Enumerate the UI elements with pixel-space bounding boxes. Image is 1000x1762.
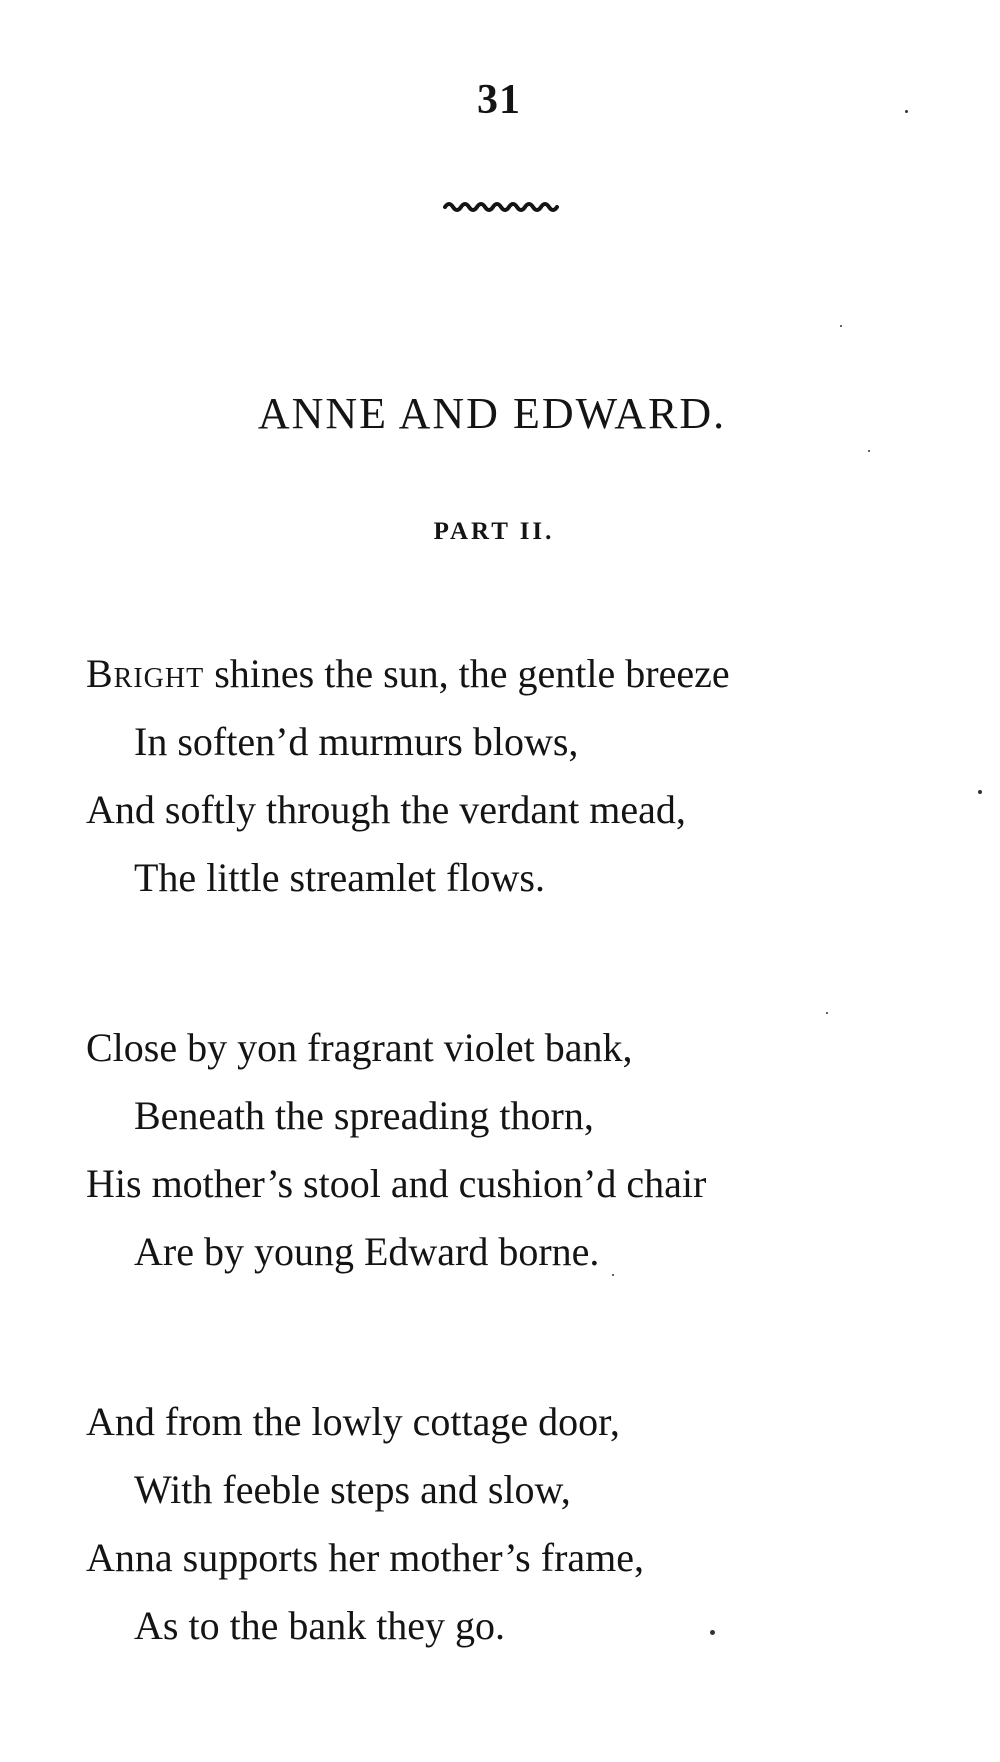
wavy-rule-ornament-icon: [443, 198, 561, 214]
poem-line: With feeble steps and slow,: [134, 1467, 571, 1512]
page-number: 31: [477, 77, 521, 123]
scan-speck: [905, 110, 908, 113]
line-text: shines the sun, the gentle breeze: [204, 651, 730, 696]
scan-speck: [978, 790, 982, 794]
poem-title: ANNE AND EDWARD.: [257, 389, 727, 438]
scan-speck: [710, 1630, 715, 1635]
stanza-2: [86, 1014, 946, 1286]
poem-line: The little streamlet flows.: [134, 855, 545, 900]
poem-line: And softly through the verdant mead,: [86, 787, 686, 832]
poem-line: Beneath the spreading thorn,: [134, 1093, 594, 1138]
stanza-1: [86, 640, 946, 912]
scan-speck: [612, 1274, 614, 1276]
scan-speck: [868, 450, 870, 452]
poem-body: [86, 640, 946, 1762]
poem-line: As to the bank they go.: [134, 1603, 506, 1648]
scan-speck: [826, 1012, 828, 1014]
poem-line: His mother’s stool and cushion’d chair: [86, 1161, 707, 1206]
poem-line: In soften’d murmurs blows,: [134, 719, 579, 764]
poem-line: Close by yon fragrant violet bank,: [86, 1025, 633, 1070]
poem-line: And from the lowly cottage door,: [86, 1399, 620, 1444]
poem-part: PART II.: [433, 518, 555, 545]
initial-word: Bright: [86, 651, 205, 696]
scan-speck: [840, 325, 842, 327]
poem-line: Anna supports her mother’s frame,: [86, 1535, 645, 1580]
poem-line: Are by young Edward borne.: [134, 1229, 600, 1274]
poem-line: [86, 640, 946, 708]
stanza-3: [86, 1388, 946, 1660]
